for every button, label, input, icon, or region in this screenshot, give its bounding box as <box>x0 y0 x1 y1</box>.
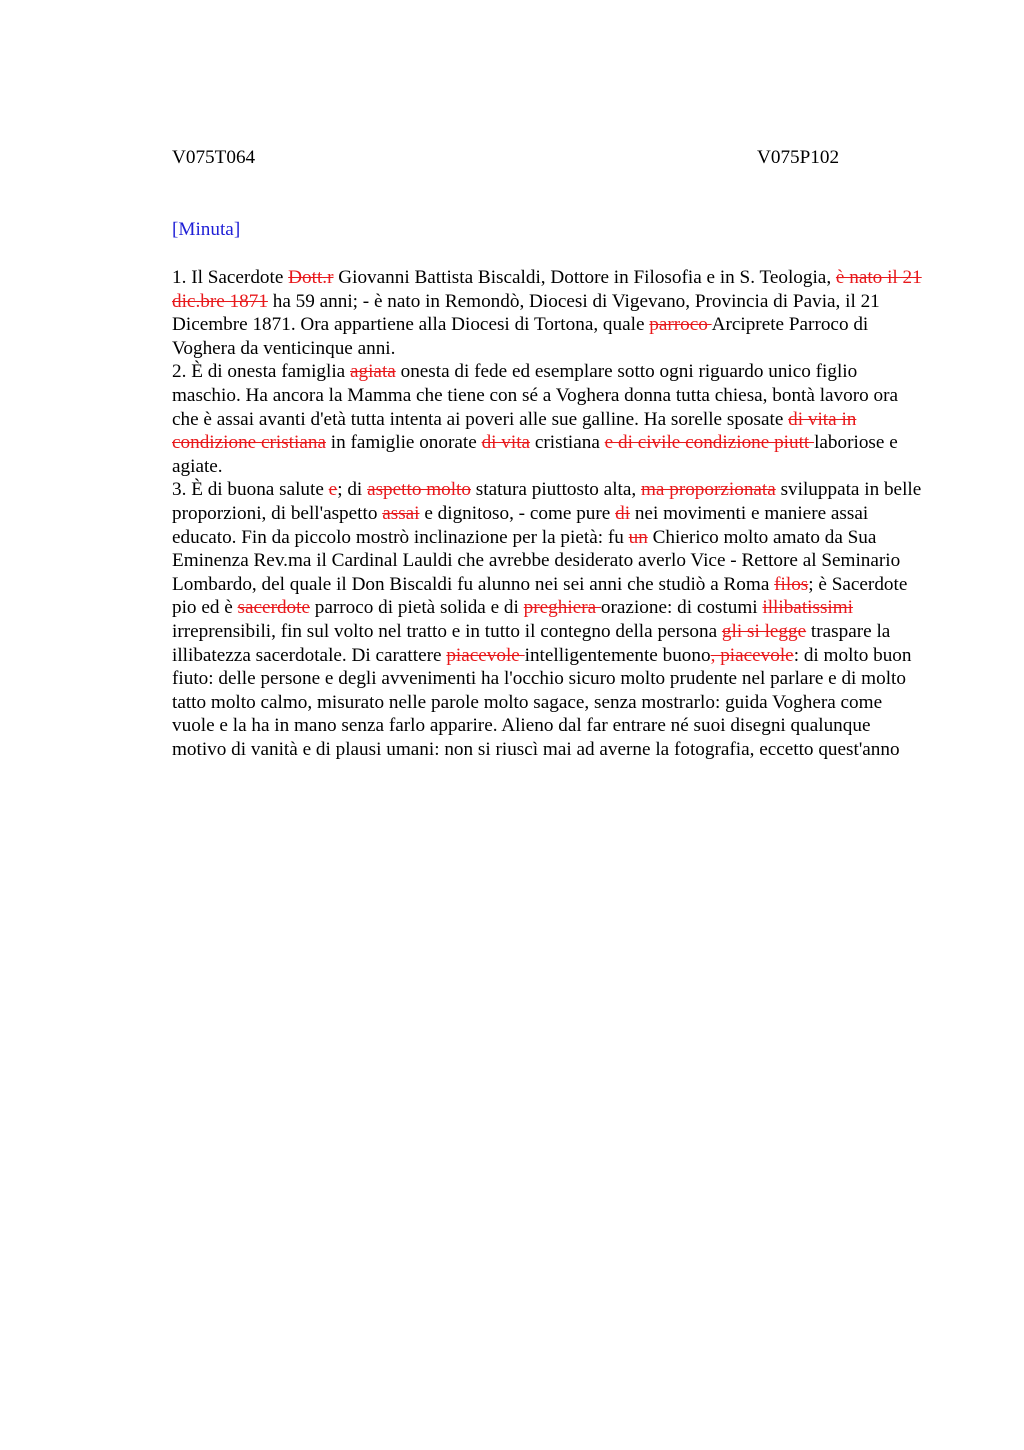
text-segment: Chierico molto amato da Sua Eminenza Rev.ma il Cardinal Lauldi che avrebbe desiderato averlo Vice - Rettore al Seminario Lombardo, del quale il Don Biscaldi fu alunno nei sei anni che studiò a Roma <box>172 526 901 595</box>
text-segment: cristiana <box>530 432 605 454</box>
deleted-text: è nato il 21 dic.bre 1871 <box>172 267 922 312</box>
deleted-text: e di civile condizione piutt <box>604 432 815 454</box>
text-segment: ; di <box>337 479 368 501</box>
paragraph <box>172 360 924 478</box>
text-segment: traspare la illibatezza sacerdotale. Di carattere <box>172 620 891 666</box>
deleted-text: di vita <box>481 432 531 454</box>
deleted-text: e <box>328 479 338 501</box>
text-segment: statura piuttosto alta, <box>470 479 641 501</box>
text-segment: e dignitoso, - come pure <box>419 502 616 524</box>
deleted-text: parroco <box>649 314 712 336</box>
deleted-text: filos <box>774 573 809 595</box>
deleted-text: Dott.r <box>288 267 334 288</box>
text-segment: intelligentemente buono <box>524 644 711 666</box>
text-segment: : di molto buon fiuto: delle persone e degli avvenimenti ha l'occhio sicuro molto prudente nel parlare e di molto tatto molto calmo, misurato nelle parole molto sagace, senza mostrarlo: guida Voghera come vuole e la ha in mano senza farlo apparire. Alieno dal far entrare né suoi disegni qualunque motivo di vanità e di plausi umani: non si riuscì mai ad averne la fotografia, eccetto quest'anno <box>172 644 912 760</box>
paragraph <box>172 478 924 761</box>
text-segment: Giovanni Battista Biscaldi, Dottore in Filosofia e in S. Teologia, <box>333 267 836 288</box>
deleted-text: , piacevole <box>710 644 794 666</box>
deleted-text: illibatissimi <box>762 597 854 619</box>
text-segment: parroco di pietà solida e di <box>310 597 524 619</box>
deleted-text: aspetto molto <box>367 479 471 501</box>
text-segment: nei movimenti e maniere assai educato. Fin da piccolo mostrò inclinazione per la pietà: fu <box>172 502 869 548</box>
text-segment: ; è Sacerdote pio ed è <box>172 573 908 619</box>
deleted-text: assai <box>382 502 420 524</box>
text-segment: 3. È di buona salute <box>172 479 329 501</box>
text-segment: ha 59 anni; - è nato in Remondò, Diocesi di Vigevano, Provincia di Pavia, il 21 Dicembre 1871. Ora appartiene alla Diocesi di Tortona, quale <box>172 290 880 336</box>
deleted-text: di <box>615 502 631 524</box>
text-segment: 2. È di onesta famiglia <box>172 361 350 383</box>
text-segment: onesta di fede ed esemplare sotto ogni riguardo unico figlio maschio. Ha ancora la Mamma che tiene con sé a Voghera donna tutta chiesa, bontà lavoro ora che è assai avanti d'età tutta intenta ai poveri alle sue galline. Ha sorelle sposate <box>172 361 899 430</box>
deleted-text: gli si legge <box>721 620 807 642</box>
deleted-text: preghiera <box>523 597 601 619</box>
text-segment: orazione: di costumi <box>600 597 763 619</box>
paragraph <box>172 266 924 360</box>
document-code-right: V075P102 <box>757 147 840 168</box>
text-segment: 1. Il Sacerdote <box>172 267 289 288</box>
text-segment: sviluppata in belle proporzioni, di bell'aspetto <box>172 479 922 524</box>
text-segment: in famiglie onorate <box>325 432 482 454</box>
deleted-text: sacerdote <box>237 597 310 619</box>
document-body <box>172 266 924 761</box>
section-heading: [Minuta] <box>172 219 241 240</box>
text-segment: irreprensibili, fin sul volto nel tratto e in tutto il contegno della persona <box>172 620 722 642</box>
text-segment: laboriose e agiate. <box>172 432 898 477</box>
deleted-text: piacevole <box>446 644 525 666</box>
text-segment: Arciprete Parroco di Voghera da venticinque anni. <box>172 314 869 359</box>
deleted-text: un <box>628 526 648 548</box>
deleted-text: ma proporzionata <box>640 479 776 501</box>
deleted-text: agiata <box>349 361 396 383</box>
document-code-left: V075T064 <box>172 147 256 168</box>
deleted-text: di vita in condizione cristiana <box>172 408 857 454</box>
